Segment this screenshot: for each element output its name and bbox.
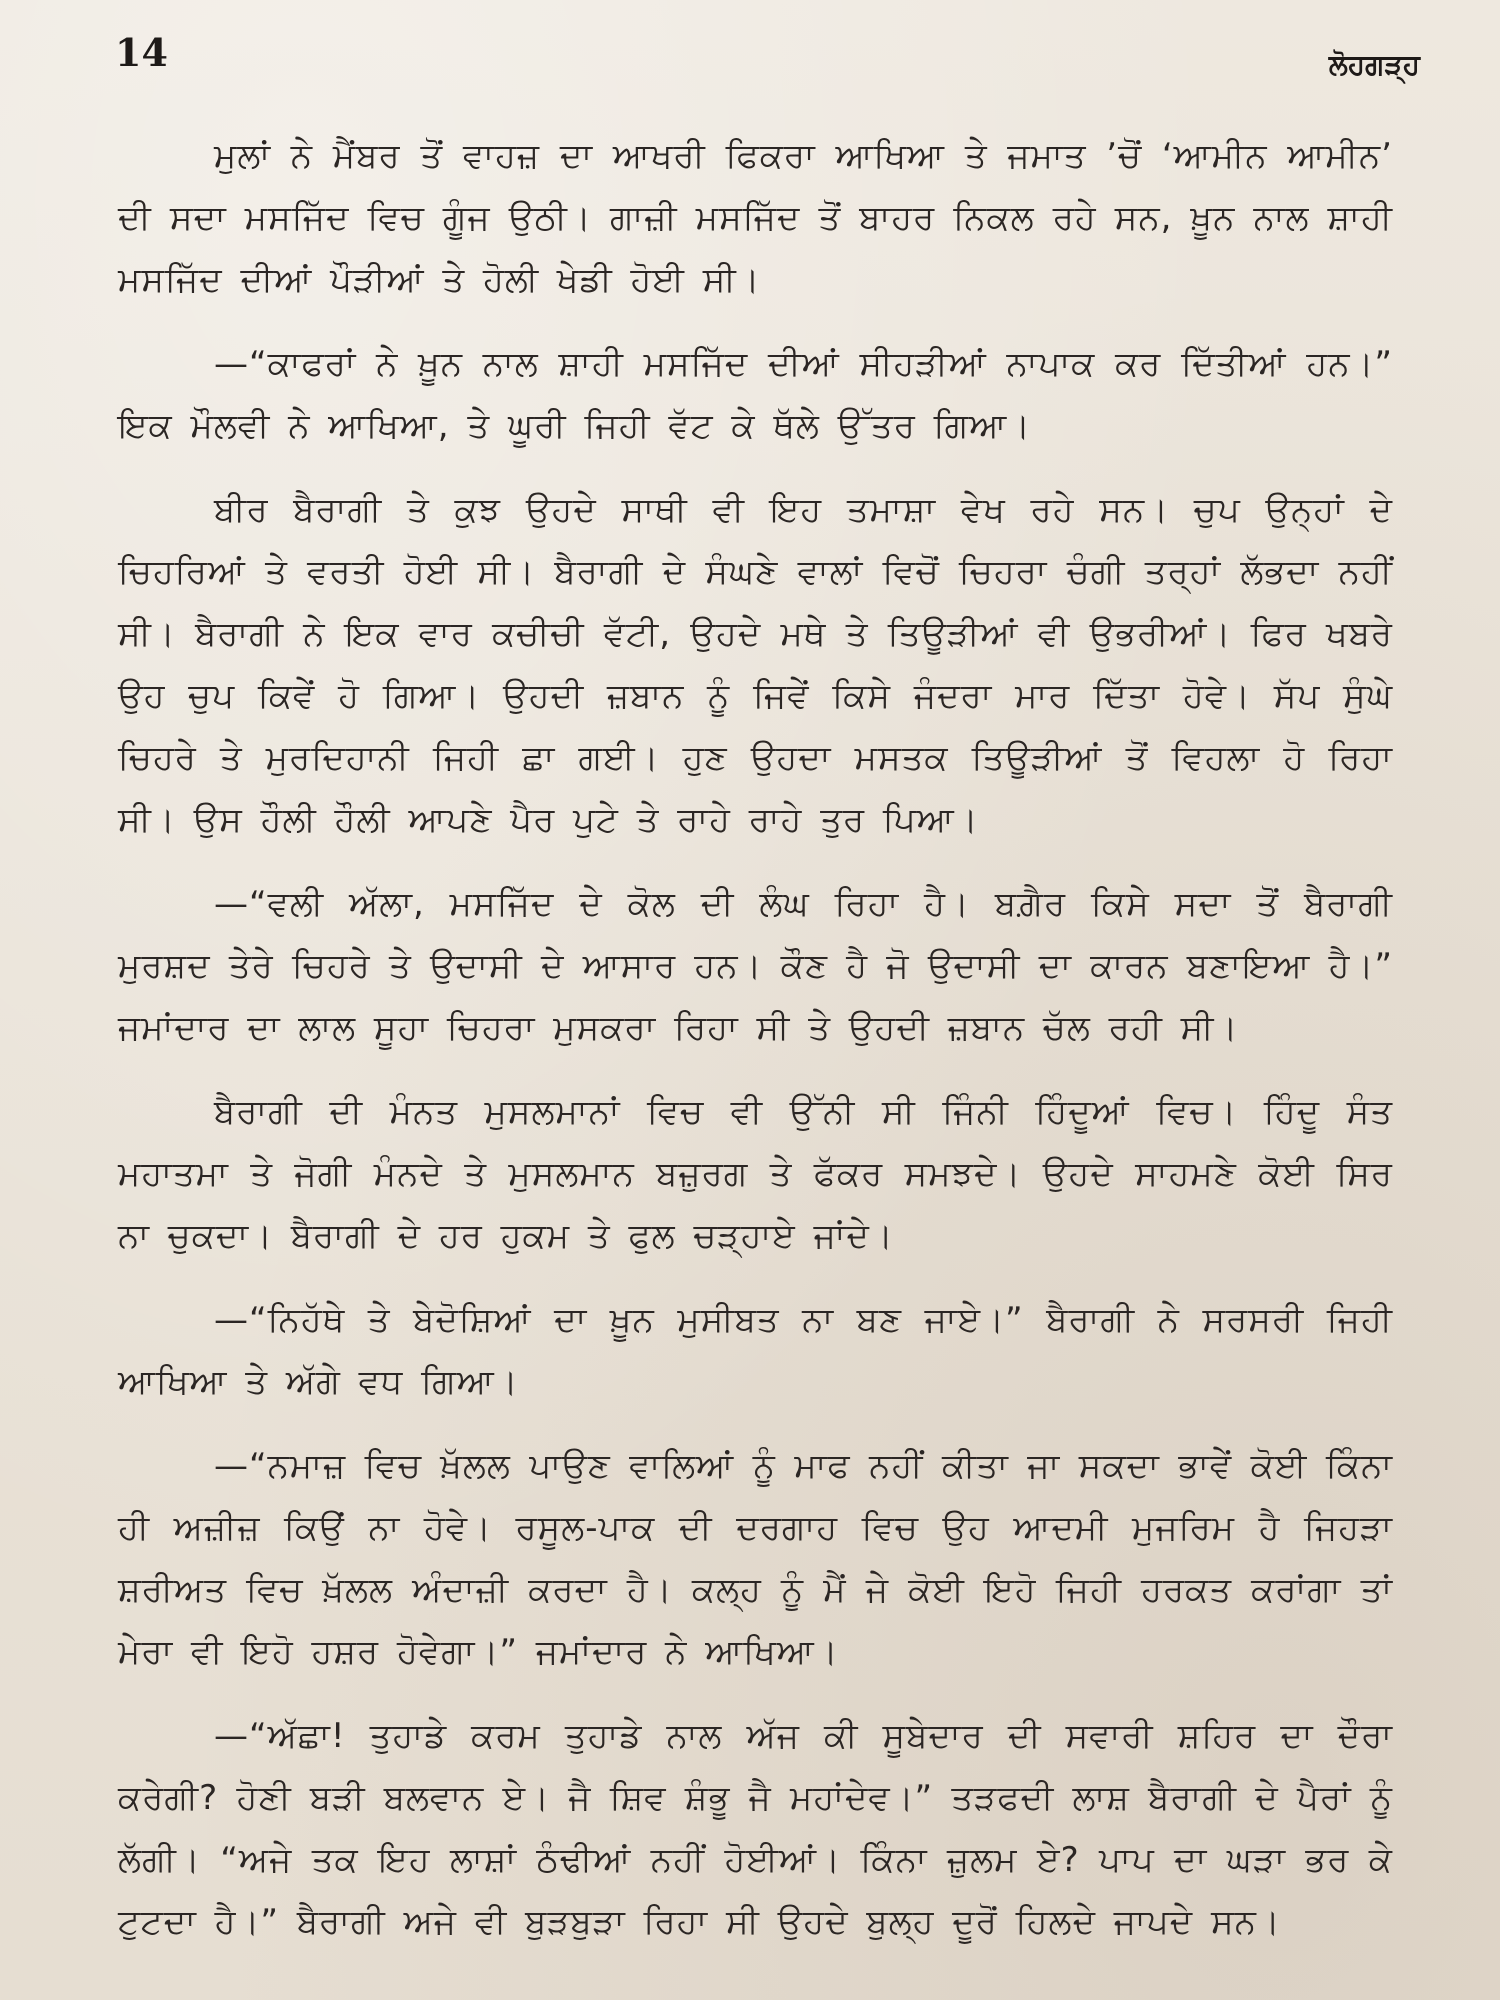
paragraph: —“ਕਾਫਰਾਂ ਨੇ ਖ਼ੂਨ ਨਾਲ ਸ਼ਾਹੀ ਮਸਜਿੱਦ ਦੀਆਂ ਸੀਹੜੀਆਂ ਨਾਪਾਕ ਕਰ ਦਿੱਤੀਆਂ ਹਨ।” ਇਕ ਮੌਲਵੀ ਨੇ ਆਖਿਆ, ਤੇ ਘੂਰੀ ਜਿਹੀ ਵੱਟ ਕੇ ਥੱਲੇ ਉੱਤਰ ਗਿਆ। [118, 344, 1393, 446]
paragraph: —“ਨਿਹੱਥੇ ਤੇ ਬੇਦੋਸ਼ਿਆਂ ਦਾ ਖ਼ੂਨ ਮੁਸੀਬਤ ਨਾ ਬਣ ਜਾਏ।” ਬੈਰਾਗੀ ਨੇ ਸਰਸਰੀ ਜਿਹੀ ਆਖਿਆ ਤੇ ਅੱਗੇ ਵਧ ਗਿਆ। [118, 1300, 1393, 1402]
paragraph: ਬੀਰ ਬੈਰਾਗੀ ਤੇ ਕੁਝ ਉਹਦੇ ਸਾਥੀ ਵੀ ਇਹ ਤਮਾਸ਼ਾ ਵੇਖ ਰਹੇ ਸਨ। ਚੁਪ ਉਨ੍ਹਾਂ ਦੇ ਚਿਹਰਿਆਂ ਤੇ ਵਰਤੀ ਹੋਈ ਸੀ। ਬੈਰਾਗੀ ਦੇ ਸੰਘਣੇ ਵਾਲਾਂ ਵਿਚੋਂ ਚਿਹਰਾ ਚੰਗੀ ਤਰ੍ਹਾਂ ਲੱਭਦਾ ਨਹੀਂ ਸੀ। ਬੈਰਾਗੀ ਨੇ ਇਕ ਵਾਰ ਕਚੀਚੀ ਵੱਟੀ, ਉਹਦੇ ਮਥੇ ਤੇ ਤਿਊੜੀਆਂ ਵੀ ਉਭਰੀਆਂ। ਫਿਰ ਖਬਰੇ ਉਹ ਚੁਪ ਕਿਵੇਂ ਹੋ ਗਿਆ। ਉਹਦੀ ਜ਼ਬਾਨ ਨੂੰ ਜਿਵੇਂ ਕਿਸੇ ਜੰਦਰਾ ਮਾਰ ਦਿੱਤਾ ਹੋਵੇ। ਸੱਪ ਸੁੰਘੇ ਚਿਹਰੇ ਤੇ ਮੁਰਦਿਹਾਨੀ ਜਿਹੀ ਛਾ ਗਈ। ਹੁਣ ਉਹਦਾ ਮਸਤਕ ਤਿਊੜੀਆਂ ਤੋਂ ਵਿਹਲਾ ਹੋ ਰਿਹਾ ਸੀ। ਉਸ ਹੌਲੀ ਹੌਲੀ ਆਪਣੇ ਪੈਰ ਪੁਟੇ ਤੇ ਰਾਹੇ ਰਾਹੇ ਤੁਰ ਪਿਆ। [118, 490, 1393, 840]
page-number: 14 [115, 30, 168, 75]
paragraph: ਬੈਰਾਗੀ ਦੀ ਮੰਨਤ ਮੁਸਲਮਾਨਾਂ ਵਿਚ ਵੀ ਉੱਨੀ ਸੀ ਜਿੰਨੀ ਹਿੰਦੂਆਂ ਵਿਚ। ਹਿੰਦੂ ਸੰਤ ਮਹਾਤਮਾ ਤੇ ਜੋਗੀ ਮੰਨਦੇ ਤੇ ਮੁਸਲਮਾਨ ਬਜ਼ੁਰਗ ਤੇ ਫੱਕਰ ਸਮਝਦੇ। ਉਹਦੇ ਸਾਹਮਣੇ ਕੋਈ ਸਿਰ ਨਾ ਚੁਕਦਾ। ਬੈਰਾਗੀ ਦੇ ਹਰ ਹੁਕਮ ਤੇ ਫੁਲ ਚੜ੍ਹਾਏ ਜਾਂਦੇ। [118, 1092, 1393, 1256]
body-text [118, 125, 1393, 1975]
page-header [115, 30, 1420, 90]
running-title: ਲੋਹਗੜ੍ਹ [1328, 48, 1420, 81]
paragraph: —“ਅੱਛਾ! ਤੁਹਾਡੇ ਕਰਮ ਤੁਹਾਡੇ ਨਾਲ ਅੱਜ ਕੀ ਸੂਬੇਦਾਰ ਦੀ ਸਵਾਰੀ ਸ਼ਹਿਰ ਦਾ ਦੌਰਾ ਕਰੇਗੀ? ਹੋਣੀ ਬੜੀ ਬਲਵਾਨ ਏ। ਜੈ ਸ਼ਿਵ ਸ਼ੰਭੂ ਜੈ ਮਹਾਂਦੇਵ।” ਤੜਫਦੀ ਲਾਸ਼ ਬੈਰਾਗੀ ਦੇ ਪੈਰਾਂ ਨੂੰ ਲੱਗੀ। “ਅਜੇ ਤਕ ਇਹ ਲਾਸ਼ਾਂ ਠੰਢੀਆਂ ਨਹੀਂ ਹੋਈਆਂ। ਕਿੰਨਾ ਜ਼ੁਲਮ ਏ? ਪਾਪ ਦਾ ਘੜਾ ਭਰ ਕੇ ਟੁਟਦਾ ਹੈ।” ਬੈਰਾਗੀ ਅਜੇ ਵੀ ਬੁੜਬੁੜਾ ਰਿਹਾ ਸੀ ਉਹਦੇ ਬੁਲ੍ਹ ਦੂਰੋਂ ਹਿਲਦੇ ਜਾਪਦੇ ਸਨ। [118, 1716, 1393, 1942]
paragraph: —“ਵਲੀ ਅੱਲਾ, ਮਸਜਿੱਦ ਦੇ ਕੋਲ ਦੀ ਲੰਘ ਰਿਹਾ ਹੈ। ਬਗ਼ੈਰ ਕਿਸੇ ਸਦਾ ਤੋਂ ਬੈਰਾਗੀ ਮੁਰਸ਼ਦ ਤੇਰੇ ਚਿਹਰੇ ਤੇ ਉਦਾਸੀ ਦੇ ਆਸਾਰ ਹਨ। ਕੌਣ ਹੈ ਜੋ ਉਦਾਸੀ ਦਾ ਕਾਰਨ ਬਣਾਇਆ ਹੈ।” ਜਮਾਂਦਾਰ ਦਾ ਲਾਲ ਸੂਹਾ ਚਿਹਰਾ ਮੁਸਕਰਾ ਰਿਹਾ ਸੀ ਤੇ ਉਹਦੀ ਜ਼ਬਾਨ ਚੱਲ ਰਹੀ ਸੀ। [118, 884, 1393, 1048]
paragraph: —“ਨਮਾਜ਼ ਵਿਚ ਖ਼ੱਲਲ ਪਾਉਣ ਵਾਲਿਆਂ ਨੂੰ ਮਾਫ ਨਹੀਂ ਕੀਤਾ ਜਾ ਸਕਦਾ ਭਾਵੇਂ ਕੋਈ ਕਿੰਨਾ ਹੀ ਅਜ਼ੀਜ਼ ਕਿਉਂ ਨਾ ਹੋਵੇ। ਰਸੂਲ-ਪਾਕ ਦੀ ਦਰਗਾਹ ਵਿਚ ਉਹ ਆਦਮੀ ਮੁਜਰਿਮ ਹੈ ਜਿਹੜਾ ਸ਼ਰੀਅਤ ਵਿਚ ਖ਼ੱਲਲ ਅੰਦਾਜ਼ੀ ਕਰਦਾ ਹੈ। ਕਲ੍ਹ ਨੂੰ ਮੈਂ ਜੇ ਕੋਈ ਇਹੋ ਜਿਹੀ ਹਰਕਤ ਕਰਾਂਗਾ ਤਾਂ ਮੇਰਾ ਵੀ ਇਹੋ ਹਸ਼ਰ ਹੋਵੇਗਾ।” ਜਮਾਂਦਾਰ ਨੇ ਆਖਿਆ। [118, 1446, 1393, 1672]
paragraph: ਮੁਲਾਂ ਨੇ ਮੈਂਬਰ ਤੋਂ ਵਾਹਜ਼ ਦਾ ਆਖਰੀ ਫਿਕਰਾ ਆਖਿਆ ਤੇ ਜਮਾਤ ’ਚੋਂ ‘ਆਮੀਨ ਆਮੀਨ’ ਦੀ ਸਦਾ ਮਸਜਿੱਦ ਵਿਚ ਗੂੰਜ ਉਠੀ। ਗਾਜ਼ੀ ਮਸਜਿੱਦ ਤੋਂ ਬਾਹਰ ਨਿਕਲ ਰਹੇ ਸਨ, ਖ਼ੂਨ ਨਾਲ ਸ਼ਾਹੀ ਮਸਜਿੱਦ ਦੀਆਂ ਪੌੜੀਆਂ ਤੇ ਹੋਲੀ ਖੇਡੀ ਹੋਈ ਸੀ। [118, 136, 1393, 300]
